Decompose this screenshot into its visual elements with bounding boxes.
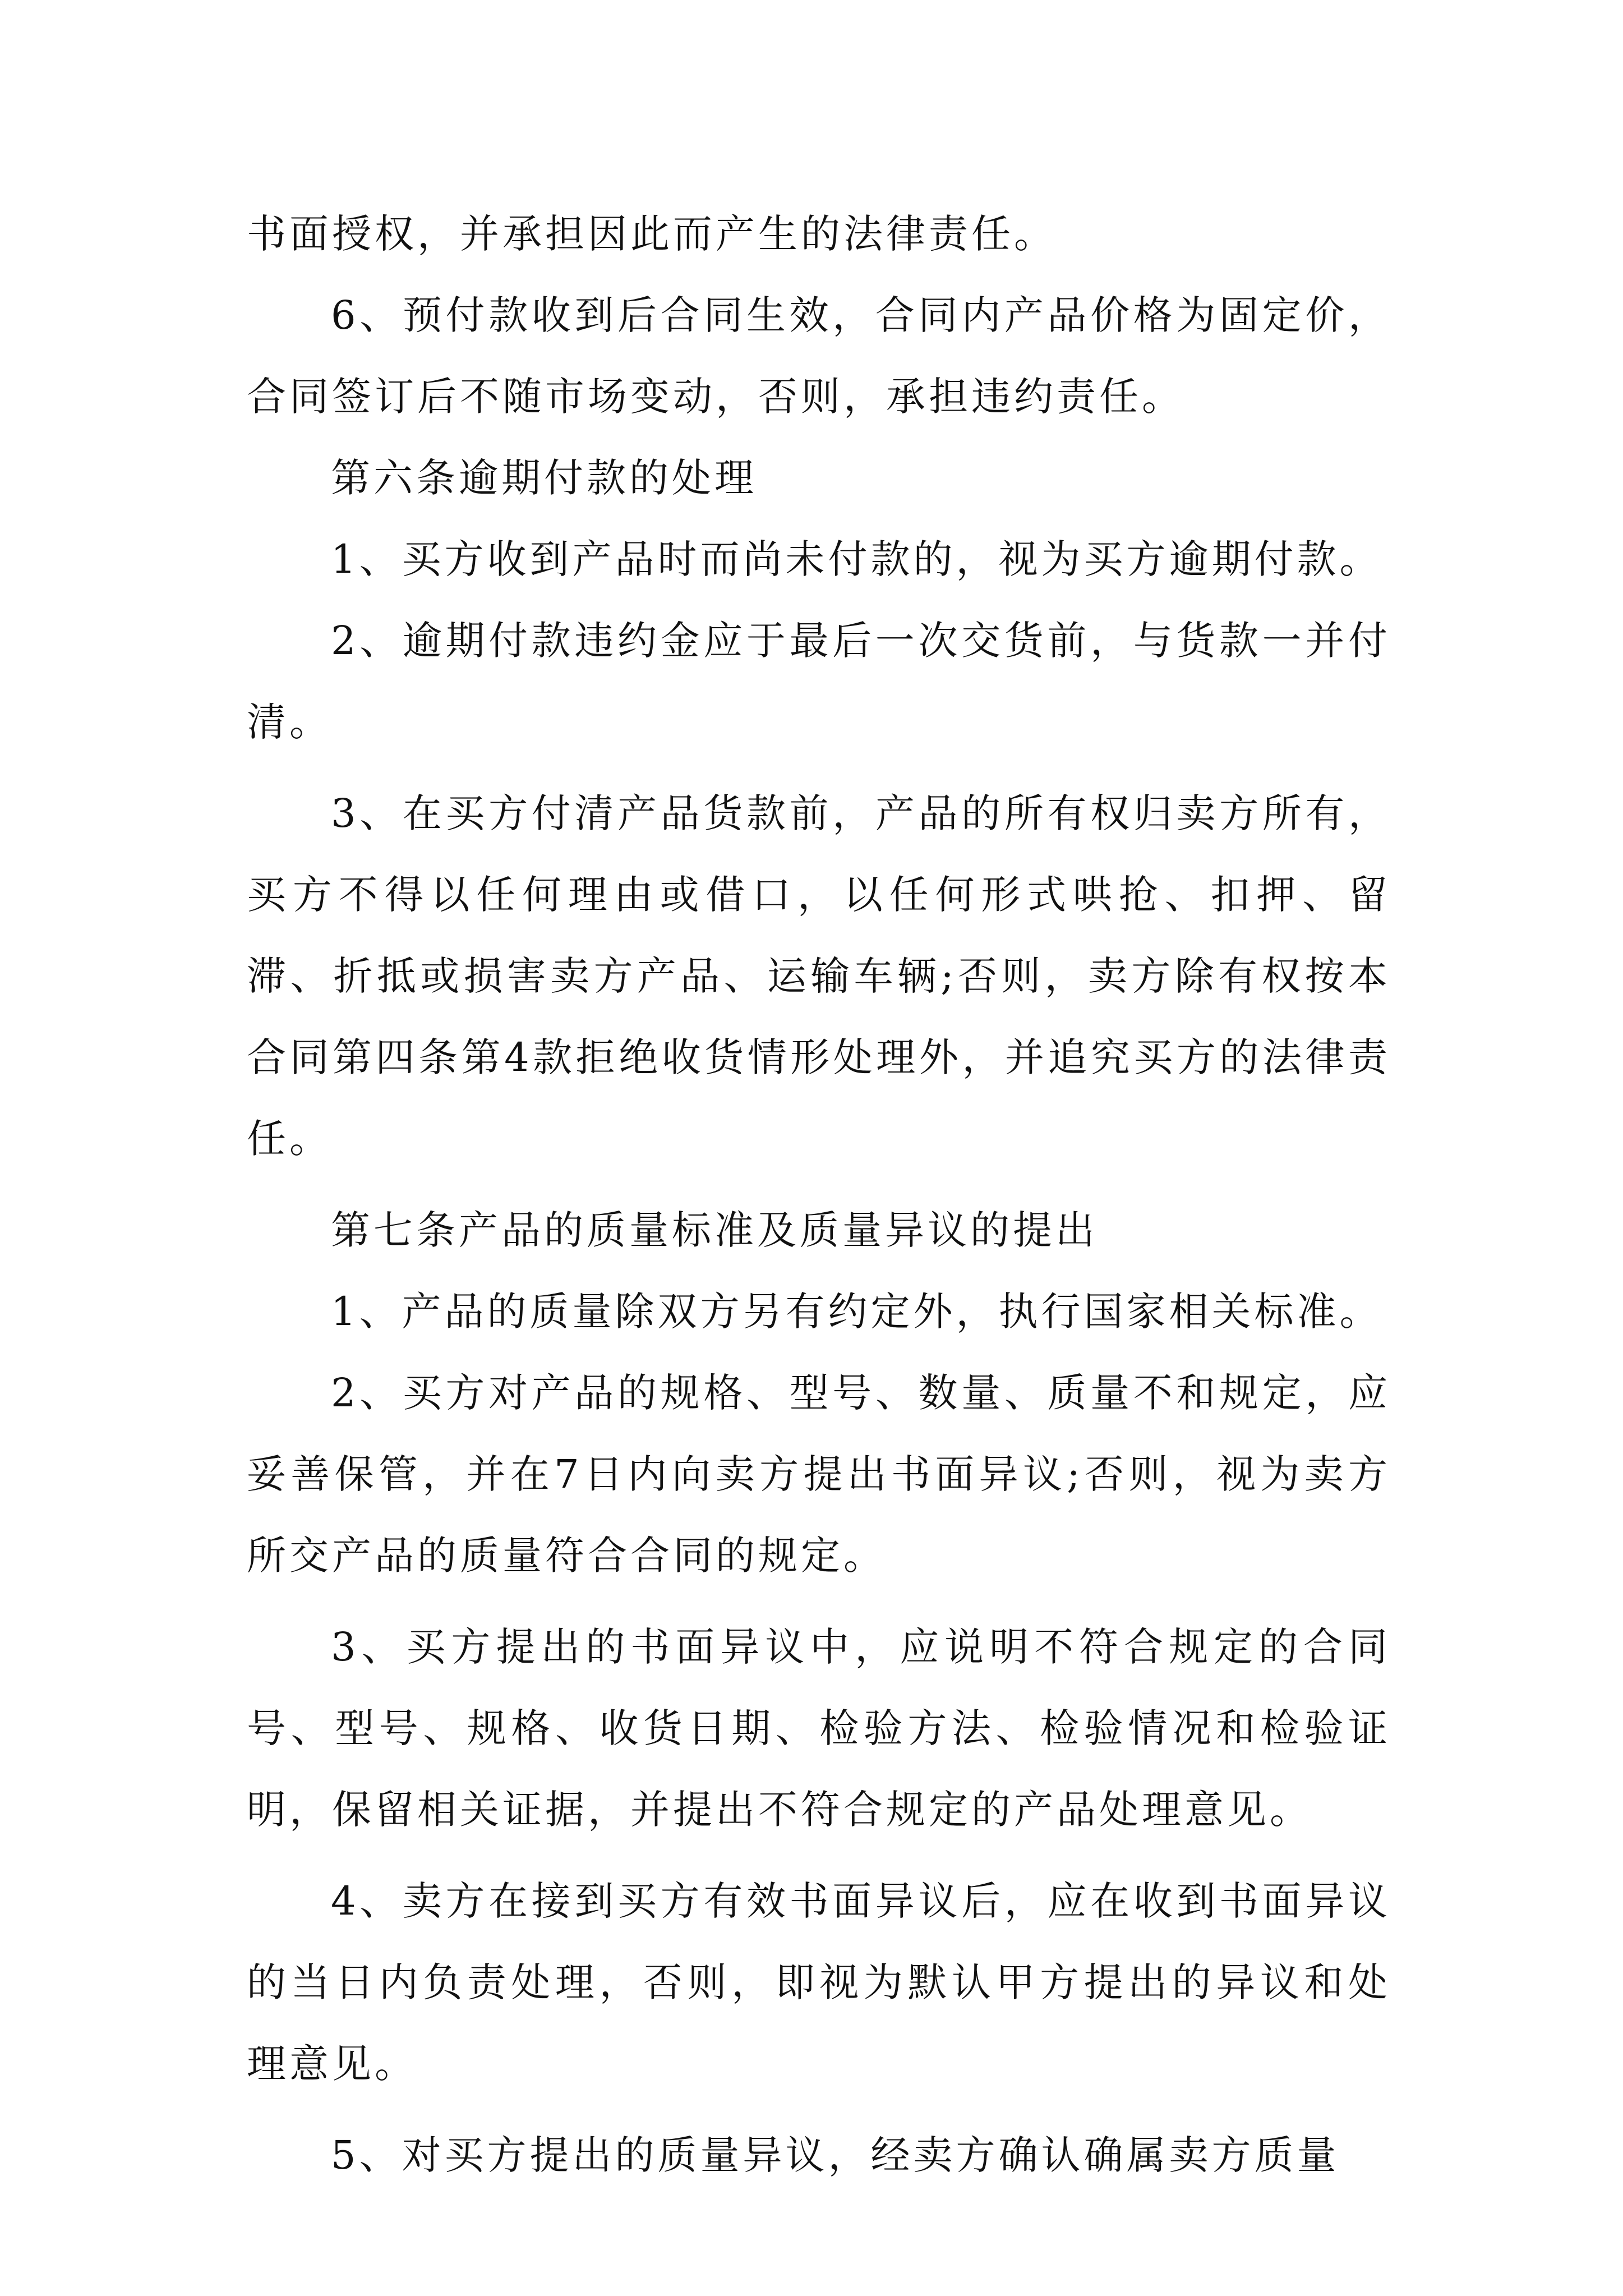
paragraph-article-7-item-4: 4、卖方在接到买方有效书面异议后，应在收到书面异议的当日内负责处理，否则，即视为默认甲方提出的异议和处理意见。 xyxy=(247,1878,1391,2087)
paragraph-authorization-clause: 书面授权，并承担因此而产生的法律责任。 xyxy=(247,211,1057,257)
paragraph-article-6-item-1: 1、买方收到产品时而尚未付款的，视为买方逾期付款。 xyxy=(331,536,1382,582)
section-heading-article-7: 第七条产品的质量标准及质量异议的提出 xyxy=(331,1207,1098,1253)
contract-body-text xyxy=(247,194,1391,2196)
paragraph-article-6-item-3: 3、在买方付清产品货款前，产品的所有权归卖方所有，买方不得以任何理由或借口，以任何形式哄抢、扣押、留滞、折抵或损害卖方产品、运输车辆;否则，卖方除有权按本合同第四条第4款拒绝收货情形处理外，并追究买方的法律责任。 xyxy=(247,790,1391,1162)
paragraph-article-7-item-1: 1、产品的质量除双方另有约定外，执行国家相关标准。 xyxy=(331,1289,1382,1335)
paragraph-item-6-prepayment: 6、预付款收到后合同生效，合同内产品价格为固定价，合同签订后不随市场变动，否则，承担违约责任。 xyxy=(247,292,1391,420)
paragraph-article-7-item-3: 3、买方提出的书面异议中，应说明不符合规定的合同号、型号、规格、收货日期、检验方法、检验情况和检验证明，保留相关证据，并提出不符合规定的产品处理意见。 xyxy=(247,1624,1391,1833)
paragraph-article-6-item-2: 2、逾期付款违约金应于最后一次交货前，与货款一并付清。 xyxy=(247,618,1391,745)
section-heading-article-6: 第六条逾期付款的处理 xyxy=(331,455,757,501)
paragraph-article-7-item-2: 2、买方对产品的规格、型号、数量、质量不和规定，应妥善保管，并在7日内向卖方提出书面异议;否则，视为卖方所交产品的质量符合合同的规定。 xyxy=(247,1370,1391,1579)
paragraph-article-7-item-5: 5、对买方提出的质量异议，经卖方确认确属卖方质量 xyxy=(331,2132,1340,2178)
